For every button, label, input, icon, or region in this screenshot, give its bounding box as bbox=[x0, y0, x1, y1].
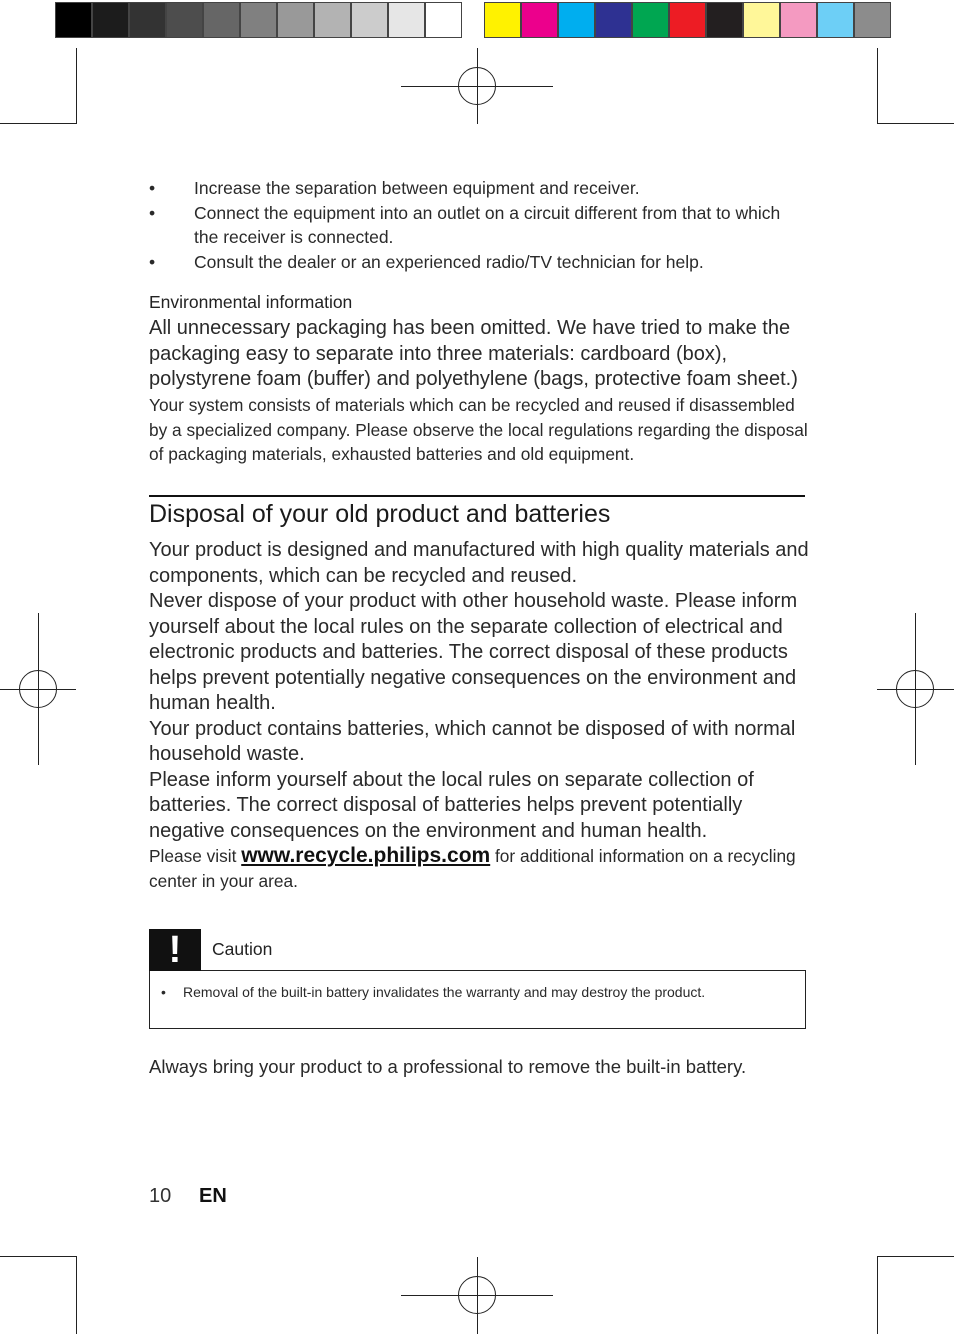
calibration-swatch bbox=[166, 2, 203, 38]
exclamation-icon: ! bbox=[168, 929, 182, 971]
calibration-swatch bbox=[817, 2, 854, 38]
calibration-swatch bbox=[240, 2, 277, 38]
caution-item: • Removal of the built-in battery invalidates the warranty and may destroy the product. bbox=[161, 984, 706, 1000]
section-divider bbox=[149, 495, 805, 497]
recycling-info: Please visit www.recycle.philips.com for additional information on a recycling center in your area. bbox=[149, 844, 796, 891]
calibration-swatch bbox=[55, 2, 92, 38]
disposal-paragraph: Your product contains batteries, which cannot be disposed of with normal household waste. bbox=[149, 717, 796, 765]
caution-frame bbox=[149, 971, 806, 1029]
environmental-heading: Environmental information bbox=[149, 292, 353, 312]
closing-text: Always bring your product to a professional to remove the built-in battery. bbox=[149, 1056, 747, 1077]
interference-bullet-list bbox=[149, 176, 809, 274]
calibration-swatch bbox=[558, 2, 595, 38]
calibration-swatch bbox=[129, 2, 166, 38]
list-item: • Connect the equipment into an outlet on a circuit different from that to which the receiver is connected. bbox=[149, 202, 781, 247]
disposal-paragraph: Never dispose of your product with other household waste. Please inform yourself about the local rules on the separate collection of electrical and electronic products and batteries. The correct disposal of these products helps prevent potentially negative consequences on the environment and human health. bbox=[149, 590, 798, 714]
environmental-paragraph: All unnecessary packaging has been omitted. We have tried to make the packaging easy to separate into three materials: cardboard (box), polystyrene foam (buffer) and polyethylene (bags, protective foam sheet.) bbox=[149, 317, 798, 390]
bullet-icon: • bbox=[149, 251, 156, 272]
caution-box bbox=[149, 929, 806, 1029]
color-calibration-bar bbox=[484, 0, 891, 40]
calibration-swatch bbox=[780, 2, 817, 38]
calibration-swatch bbox=[484, 2, 521, 38]
calibration-swatch bbox=[203, 2, 240, 38]
calibration-swatch bbox=[632, 2, 669, 38]
disposal-body bbox=[149, 538, 809, 844]
list-item: • Consult the dealer or an experienced radio/TV technician for help. bbox=[149, 250, 809, 275]
bullet-icon: • bbox=[149, 178, 156, 198]
page-number: 10 bbox=[149, 1185, 172, 1207]
calibration-swatch bbox=[854, 2, 891, 38]
calibration-swatch bbox=[595, 2, 632, 38]
caution-label: Caution bbox=[212, 939, 273, 959]
bullet-icon: • bbox=[161, 984, 166, 1000]
calibration-swatch bbox=[314, 2, 351, 38]
disposal-paragraph: Your product is designed and manufactured with high quality materials and components, which can be recycled and reused. bbox=[149, 539, 809, 587]
calibration-swatch bbox=[277, 2, 314, 38]
section-title: Disposal of your old product and batteries bbox=[149, 500, 611, 528]
calibration-swatch bbox=[743, 2, 780, 38]
calibration-swatch bbox=[706, 2, 743, 38]
environmental-note: Your system consists of materials which can be recycled and reused if disassembled by a specialized company. Please observe the local regulations regarding the disposal of packaging materials, exhausted batteries and old equipment. bbox=[149, 395, 808, 464]
language-code: EN bbox=[199, 1185, 227, 1207]
calibration-swatch bbox=[521, 2, 558, 38]
bullet-icon: • bbox=[149, 202, 156, 223]
list-item: • Increase the separation between equipment and receiver. bbox=[149, 176, 809, 201]
calibration-swatch bbox=[669, 2, 706, 38]
calibration-swatch bbox=[351, 2, 388, 38]
calibration-swatch bbox=[92, 2, 129, 38]
recycle-link[interactable]: www.recycle.philips.com bbox=[241, 844, 491, 867]
grayscale-calibration-bar bbox=[55, 0, 462, 40]
disposal-paragraph: Please inform yourself about the local rules on separate collection of batteries. The correct disposal of batteries helps prevent potentially negative consequences on the environment and human health. bbox=[149, 768, 754, 842]
calibration-swatch bbox=[388, 2, 425, 38]
calibration-swatch bbox=[425, 2, 462, 38]
